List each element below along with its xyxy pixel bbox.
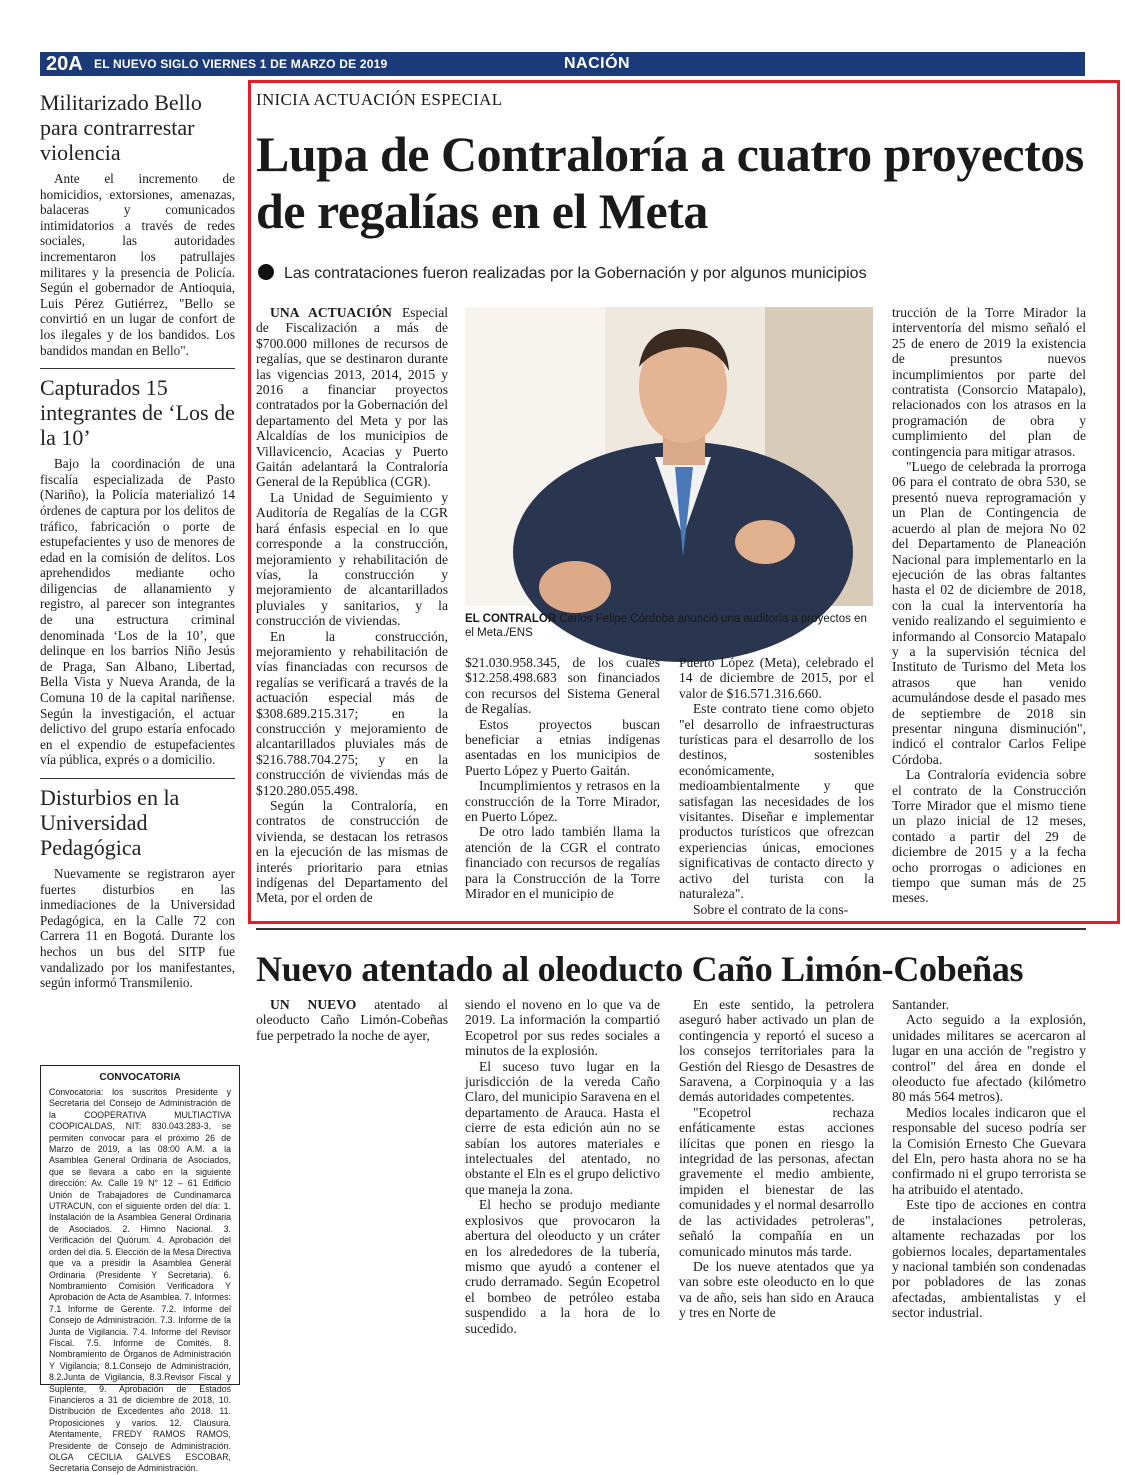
section-name: NACIÓN <box>564 55 631 72</box>
paragraph: Santander. <box>892 997 950 1012</box>
caption-text: Carlos Felipe Córdoba anunció una auditoría a proyectos en el Meta./ENS <box>465 613 867 639</box>
paragraph: En este sentido, la petrolera aseguró haber activado un plan de contingencia y reportó el suceso a los consejos territoriales para la Gestión del Riesgo de Desastres de Saravena, a Corpinoquia y a las demás autoridades competentes. <box>679 997 874 1105</box>
article-subhead <box>258 264 867 283</box>
photo-caption <box>465 612 875 640</box>
paragraph: La Contraloría evidencia sobre el contrato de la Construcción Torre Mirador que el mismo tiene un plazo inicial de 12 meses, contado a partir del 29 de diciembre de 2015 y a la fecha ocho prorrogas o adiciones en tiempo que suman más de 25 meses. <box>892 767 1086 906</box>
brief-title: Militarizado Bello para contrarrestar violencia <box>40 90 202 165</box>
paragraph: Este tipo de acciones en contra de instalaciones petroleras, altamente rechazadas por los gobiernos locales, departamentales y nacional también son condenadas por pobladores de las zonas afectadas, ambientalistas y el sector industrial. <box>892 1197 1086 1321</box>
paragraph: $21.030.958.345, de los cuales $12.258.498.683 son financiados con recursos del Sistema General de Regalías. <box>465 655 660 717</box>
paragraph: Medios locales indicaron que el responsable del suceso podría ser la Comisión Ernesto Che Guevara del Eln, pero hasta ahora no se ha confirmado ni el grupo terrorista se ha atribuido el atentado. <box>892 1104 1086 1197</box>
paragraph: Este contrato tiene como objeto "el desarrollo de infraestructuras turísticas para el desarrollo de los destinos, sostenibles económicamente, medioambientalmente y que satisfagan las necesidades de los visitantes. Diseñar e implementar productos turísticos que ofrezcan experiencias únicas, emociones significativas de contacto directo y activo del turista con la naturaleza". <box>679 701 874 902</box>
portrait-illustration <box>465 307 873 606</box>
second-column-1 <box>256 997 448 1043</box>
paragraph: Sobre el contrato de la cons- <box>693 901 849 917</box>
section-rule <box>256 928 1086 930</box>
page-number: 20A <box>46 53 83 75</box>
paragraph: El hecho se produjo mediante explosivos que provocaron la abertura del oleoducto y un cráter en los alrededores de la tubería, mismo que ayudó a contener el crudo derramado. Según Ecopetrol el bombeo de petróleo estaba suspendido a la hora de lo sucedido. <box>465 1197 660 1336</box>
divider <box>40 368 235 369</box>
page-header <box>40 52 1085 76</box>
second-headline: Nuevo atentado al oleoducto Caño Limón-Cobeñas <box>256 949 1024 989</box>
paragraph: "Ecopetrol rechaza enfáticamente estas acciones ilícitas que ponen en riesgo la integridad de las personas, afectan gravemente el medio ambiente, impiden el bienestar de las comunidades y el normal desarrollo de las actividades petroleras", señaló la compañía en un comunicado minutos más tarde. <box>679 1104 874 1259</box>
brief-title: Disturbios en la Universidad Pedagógica <box>40 785 180 860</box>
paragraph: Acto seguido a la explosión, unidades militares se acercaron al lugar en una acción de "registro y control" del área en donde el oleoducto fue afectado (kilómetro 80 más 564 metros). <box>892 1012 1086 1105</box>
left-briefs-column <box>40 90 235 991</box>
convocatoria-body: Convocatoria: los suscritos Presidente y Secretaria del Consejo de Administración de la COOPERATIVA MULTIACTIVA COOPICALDAS, NIT: 830.043.283-3, se permiten convocar para el próximo 26 de Marzo de 2019, a las 08:00 A.M. a la Asamblea General Ordinaria de Asociados, que se llevara a cabo en la siguiente dirección: Av. Calle 19 N° 12 – 61 Edificio Unión de Trabajadores de Cundinamarca UTRACUN, con el siguiente orden del día: 1. Instalación de la Asamblea General Ordinaria de Asociados. 2. Himno Nacional. 3. Verificación del Quórum. 4. Aprobación del orden del día. 5. Elección de la Mesa Directiva que va a presidir la Asamblea General Ordinaria (Presidente Y Secretaria). 6. Nombramiento Comisión Verificadora Y Aprobación de Acta de Asamblea. 7. Informes: 7.1 Informe de Gerente. 7.2. Informe del Consejo de Administración. 7.3. Informe de la Junta de Vigilancia. 7.4. Informe del Revisor Fiscal. 7.5. Informe de Comités. 8. Nombramiento de Órganos de Administración Y Vigilancia; 8.1.Consejo de Administración, 8.2.Junta de Vigilancia, 8.3.Revisor Fiscal y Suplente, 9. Aprobación de Estados Financieros a 31 de diciembre de 2018, 10. Distribución de Excedentes año 2018. 11. Proposiciones y varios. 12. Clausura. Atentamente, FREDY RAMOS RAMOS, Presidente de Consejo de Administración. OLGA CECILIA GALVES ESCOBAR, Secretaria Consejo de Administración. <box>49 1087 231 1474</box>
paragraph: Según la Contraloría, en contratos de construcción de vivienda, se destacan los retrasos en la ejecución de las mismas de interés prioritario para etnias indígenas del Departamento del Meta, por el orden de <box>256 798 448 906</box>
convocatoria-box <box>40 1065 240 1474</box>
paper-dateline: EL NUEVO SIGLO VIERNES 1 DE MARZO DE 2019 <box>94 57 388 71</box>
lead-words: UN NUEVO <box>270 997 357 1012</box>
paragraph: El suceso tuvo lugar en la jurisdicción de la vereda Caño Claro, del municipio Saravena en el departamento de Arauca. Hasta el cierre de esta edición aún no se sabían los autores materiales e intelectuales del atentado, no obstante el Eln es el grupo delictivo que maneja la zona. <box>465 1058 660 1197</box>
paragraph: atentado al oleoducto Caño Limón-Cobeñas fue perpetrado la noche de ayer, <box>256 997 449 1043</box>
paragraph: trucción de la Torre Mirador la interventoría del mismo señaló el 25 de enero de 2019 la existencia de presuntos nuevos incumplimientos por parte del contratista (Consorcio Matapalo), relacionados con los atrasos en la programación de obra y cumplimiento del plan de contingencia para mitigar atrasos. <box>892 305 1086 459</box>
contralor-photo <box>465 307 873 606</box>
lead-words: UNA ACTUACIÓN <box>270 305 392 320</box>
second-column-3 <box>679 997 874 1321</box>
subhead-text: Las contrataciones fueron realizadas por la Gobernación y por algunos municipios <box>284 265 867 282</box>
brief-body: Nuevamente se registraron ayer fuertes disturbios en las inmediaciones de la Universidad Pedagógica, en la Calle 72 con Carrera 11 en Bogotá. Durante los hechos un bus del SITP fue vandalizado por los manifestantes, según informó Transmilenio. <box>40 866 235 991</box>
article-headline: Lupa de Contraloría a cuatro proyectos de regalías en el Meta <box>256 126 1084 239</box>
article-column-2 <box>465 655 660 902</box>
paragraph: De otro lado también llama la atención de la CGR el contrato financiado con recursos de regalías para la Construcción de la Torre Mirador en el municipio de <box>465 824 660 902</box>
paragraph: Especial de Fiscalización a más de $700.000 millones de recursos de regalías, que se destinaron durante las vigencias 2013, 2014, 2015 y 2016 a financiar proyectos contratados por la Gobernación del departamento del Meta y por las Alcaldías de los municipios de Villavicencio, Acacias y Puerto Gaitán adelantará la Contraloría General de la República (CGR). <box>256 305 448 490</box>
article-kicker: INICIA ACTUACIÓN ESPECIAL <box>256 90 503 109</box>
article-column-4 <box>892 305 1086 906</box>
brief-title: Capturados 15 integrantes de ‘Los de la 10’ <box>40 375 235 451</box>
caption-lead: EL CONTRALOR <box>465 613 557 625</box>
divider <box>40 778 235 779</box>
paragraph: La Unidad de Seguimiento y Auditoría de Regalías de la CGR hará énfasis especial en lo que corresponde a la construcción, mejoramiento y rehabilitación de vías, la construcción y mejoramiento de alcantarillados pluviales y sanitarios, y la construcción de viviendas. <box>256 489 448 629</box>
paragraph: Incumplimientos y retrasos en la construcción de la Torre Mirador, en Puerto López. <box>465 778 660 825</box>
paragraph: "Luego de celebrada la prorroga 06 para el contrato de obra 530, se presentó nueva reprogramación y un Plan de Contingencia de acuerdo al plan de mejora No 02 del Departamento de Planeación Nacional para implementarlo en la ejecución de las obras faltantes hasta el 02 de diciembre de 2018, con la cual la interventoría ha venido realizando el seguimiento e informando al Consorcio Matapalo y a la supervisión técnica del Instituto de Turismo del Meta los atrasos que han venido acumulándose desde el pasado mes de septiembre de 2018 sin presentar ninguna disminución", indicó el contralor Carlos Felipe Córdoba. <box>892 459 1086 767</box>
paragraph: Estos proyectos buscan beneficiar a etnias indígenas asentadas en los municipios de Puerto López y Puerto Gaitán. <box>465 716 660 778</box>
paragraph: siendo el noveno en lo que va de 2019. La información la compartió Ecopetrol por sus redes sociales a minutos de la explosión. <box>465 997 660 1059</box>
convocatoria-title: CONVOCATORIA <box>99 1072 181 1083</box>
second-column-4 <box>892 997 1086 1321</box>
article-column-1 <box>256 305 448 906</box>
second-column-2 <box>465 997 660 1336</box>
brief-body: Ante el incremento de homicidios, extorsiones, amenazas, balaceras y comunicados intimidatorios a través de redes sociales, las autoridades incrementaron los patrullajes militares y la presencia de Policía. Según el gobernador de Antioquia, Luis Pérez Gutiérrez, "Bello se convirtió en un lugar de confort de los ilegales y de los bandidos. Los bandidos mandan en Bello". <box>40 171 235 358</box>
paragraph: Puerto López (Meta), celebrado el 14 de diciembre de 2015, por el valor de $16.571.316.660. <box>679 655 874 701</box>
bullet-icon <box>258 264 274 280</box>
article-column-3 <box>679 655 874 917</box>
paragraph: En la construcción, mejoramiento y rehabilitación de vías financiadas con recursos de regalías se verificará a través de la actuación especial más de $308.689.215.317; en la construcción y mejoramiento de alcantarillados pluviales más de $216.788.704.275; y en la construcción de viviendas más de $120.280.055.498. <box>256 628 448 798</box>
brief-body: Bajo la coordinación de una fiscalía especializada de Pasto (Nariño), la Policía materializó 14 órdenes de captura por los delitos de tráfico, fabricación o porte de estupefacientes y uso de menores de edad en la comisión de delitos. Los aprehendidos mediante ocho diligencias de allanamiento y registro, al parecer son integrantes de una estructura criminal denominada ‘Los de la 10’, que delinque en los barrios Niño Jesús de Praga, San Albano, Libertad, Bella Vista y Nueva Aranda, de la Comuna 10 de la capital nariñense. Según la investigación, el actuar delictivo del grupo estaría enfocado en el expendio de estupefacientes vía pública, exprés o a domicilio. <box>40 456 235 768</box>
paragraph: De los nueve atentados que ya van sobre este oleoducto en lo que va de año, seis han sido en Arauca y tres en Norte de <box>679 1258 874 1321</box>
